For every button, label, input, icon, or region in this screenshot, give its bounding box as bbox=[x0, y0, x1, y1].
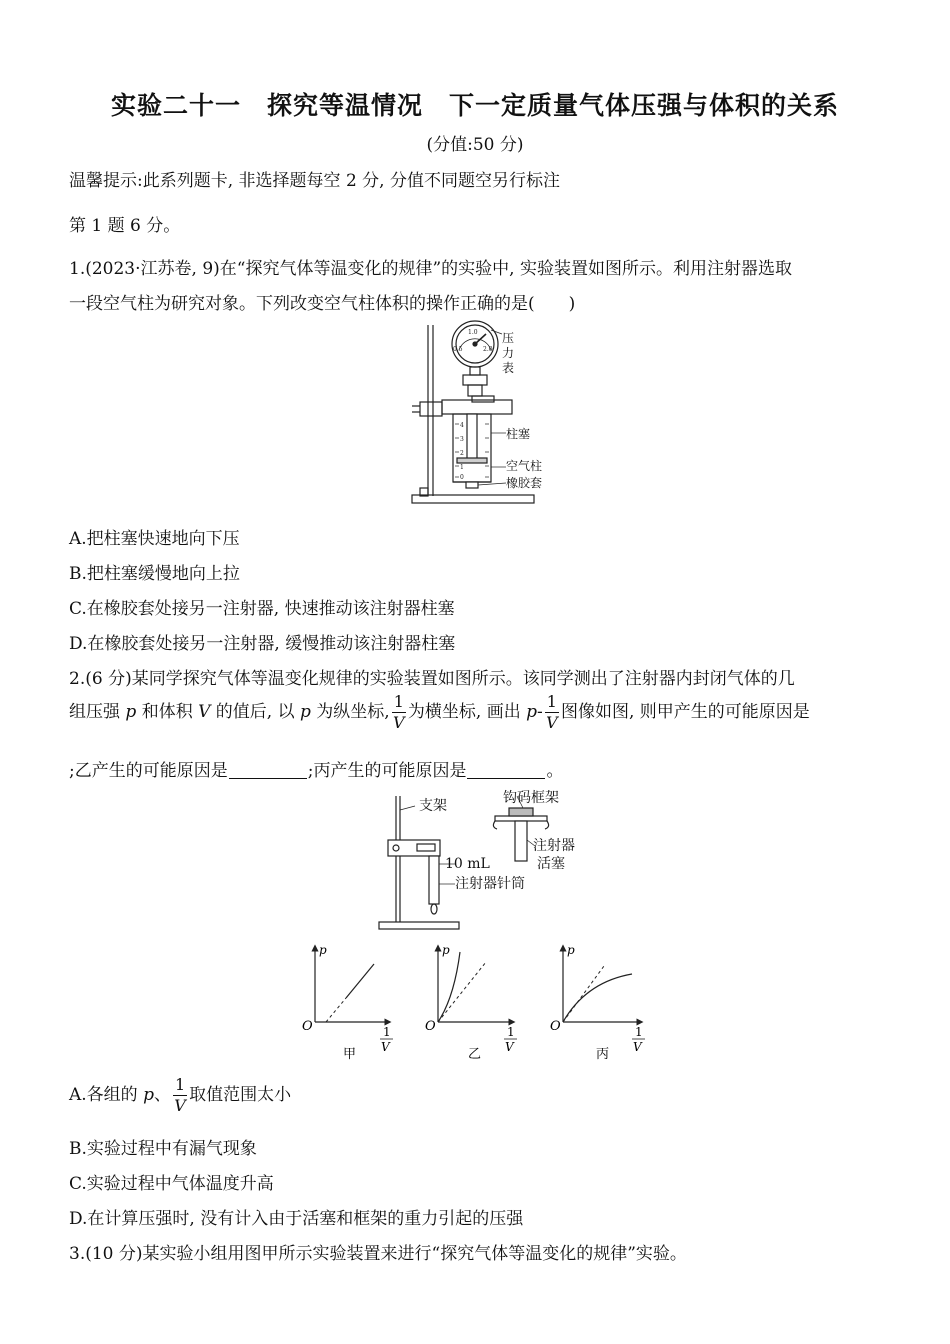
svg-text:p: p bbox=[567, 943, 575, 957]
fraction-1-over-v: $\frac{1}{V}$ bbox=[393, 692, 405, 732]
q1-option-d: D.在橡胶套处接另一注射器, 缓慢推动该注射器柱塞 bbox=[69, 634, 456, 654]
q1-stem-line2: 一段空气柱为研究对象。下列改变空气柱体积的操作正确的是( ) bbox=[69, 294, 576, 314]
q1-option-c: C.在橡胶套处接另一注射器, 快速推动该注射器柱塞 bbox=[69, 599, 455, 619]
svg-text:p: p bbox=[319, 943, 327, 957]
label-plunger-line1: 注射器 bbox=[533, 838, 575, 854]
q1-score: 第 1 题 6 分。 bbox=[69, 216, 181, 236]
tip-text: 温馨提示:此系列题卡, 非选择题每空 2 分, 分值不同题空另行标注 bbox=[69, 171, 560, 191]
q1-option-b: B.把柱塞缓慢地向上拉 bbox=[69, 564, 240, 584]
label-stand: 支架 bbox=[419, 798, 447, 814]
graph-yi bbox=[425, 943, 517, 1062]
label-gauge-2: 力 bbox=[502, 346, 515, 360]
svg-text:1: 1 bbox=[507, 1025, 515, 1039]
label-yi: 乙 bbox=[468, 1047, 482, 1062]
q2-apparatus-figure bbox=[375, 788, 590, 933]
scale-tick-3: 3 bbox=[460, 436, 464, 443]
gauge-scale-10: 1.0 bbox=[468, 329, 478, 336]
svg-text:V: V bbox=[381, 1040, 390, 1054]
fraction-1-over-v: $\frac{1}{V}$ bbox=[174, 1075, 186, 1115]
svg-text:1: 1 bbox=[383, 1025, 391, 1039]
answer-blank-yi[interactable] bbox=[229, 760, 307, 779]
svg-text:O: O bbox=[425, 1019, 436, 1034]
q2-option-c: C.实验过程中气体温度升高 bbox=[69, 1174, 274, 1194]
label-air-column: 空气柱 bbox=[506, 459, 543, 473]
q2-graphs bbox=[290, 940, 660, 1065]
q2-stem-line2: 组压强 p 和体积 V 的值后, 以 p 为纵坐标, $\frac{1}{V}$ 为横坐标, 画出 p- $\frac{1}{V}$ 图像如图, 则甲产生的可能原因是 bbox=[69, 692, 810, 732]
gauge-scale-05: 0.5 bbox=[453, 346, 463, 353]
label-jia: 甲 bbox=[343, 1047, 357, 1062]
label-syringe-barrel: 注射器针筒 bbox=[455, 876, 525, 892]
score-subtitle: (分值:50 分) bbox=[426, 135, 524, 155]
label-gauge-3: 表 bbox=[502, 361, 515, 375]
label-weight-frame: 钩码框架 bbox=[503, 790, 559, 806]
q2-option-a: A.各组的 p、 $\frac{1}{V}$ 取值范围太小 bbox=[69, 1075, 292, 1115]
scale-tick-2: 2 bbox=[460, 450, 464, 457]
q1-stem-line1: 1.(2023·江苏卷, 9)在“探究气体等温变化的规律”的实验中, 实验装置如图所示。利用注射器选取 bbox=[69, 259, 792, 279]
q1-apparatus-figure bbox=[410, 320, 550, 510]
q1-option-a: A.把柱塞快速地向下压 bbox=[69, 529, 240, 549]
svg-text:p: p bbox=[442, 943, 450, 957]
q3-stem-line1: 3.(10 分)某实验小组用图甲所示实验装置来进行“探究气体等温变化的规律”实验。 bbox=[69, 1244, 687, 1264]
answer-blank-bing[interactable] bbox=[467, 760, 545, 779]
svg-text:1: 1 bbox=[635, 1025, 643, 1039]
fraction-1-over-v: $\frac{1}{V}$ bbox=[546, 692, 558, 732]
label-plunger: 柱塞 bbox=[506, 427, 531, 441]
label-rubber-cap: 橡胶套 bbox=[506, 476, 543, 490]
label-plunger-line2: 活塞 bbox=[537, 856, 565, 872]
label-gauge-1: 压 bbox=[502, 331, 515, 345]
svg-text:V: V bbox=[633, 1040, 642, 1054]
svg-text:O: O bbox=[302, 1019, 313, 1034]
svg-text:V: V bbox=[505, 1040, 514, 1054]
scale-tick-0: 0 bbox=[460, 474, 464, 481]
scale-tick-1: 1 bbox=[460, 464, 464, 471]
q2-stem-line1: 2.(6 分)某同学探究气体等温变化规律的实验装置如图所示。该同学测出了注射器内封闭气体的几 bbox=[69, 669, 795, 689]
q2-option-d: D.在计算压强时, 没有计入由于活塞和框架的重力引起的压强 bbox=[69, 1209, 524, 1229]
label-10ml: 10 mL bbox=[445, 856, 490, 872]
svg-text:O: O bbox=[550, 1019, 561, 1034]
gauge-scale-20: 2.0 bbox=[483, 346, 493, 353]
graph-jia bbox=[302, 943, 393, 1062]
q2-stem-line3: ;乙产生的可能原因是 ;丙产生的可能原因是 。 bbox=[69, 761, 564, 781]
label-bing: 丙 bbox=[596, 1047, 610, 1062]
graph-bing bbox=[550, 943, 645, 1062]
page-title: 实验二十一 探究等温情况 下一定质量气体压强与体积的关系 bbox=[110, 91, 839, 120]
scale-tick-4: 4 bbox=[460, 422, 464, 429]
q2-option-b: B.实验过程中有漏气现象 bbox=[69, 1139, 257, 1159]
